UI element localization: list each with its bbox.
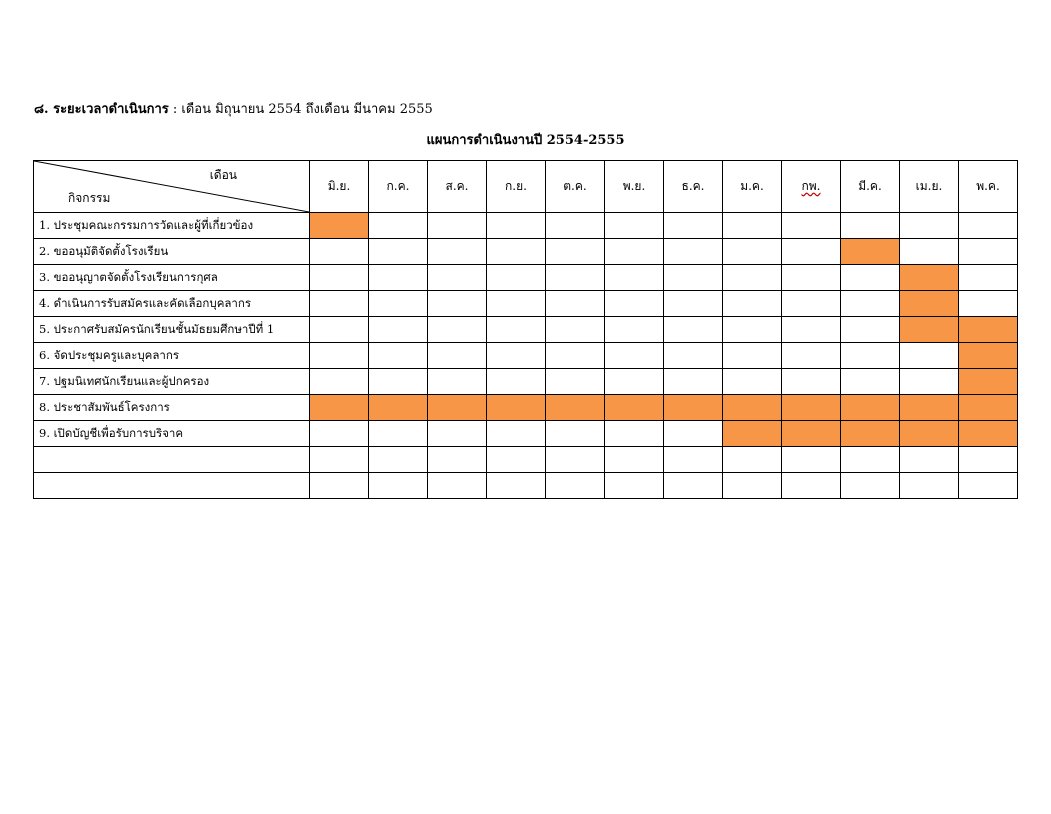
schedule-cell: [723, 473, 782, 499]
activity-label: 7. ปฐมนิเทศนักเรียนและผู้ปกครอง: [34, 369, 310, 395]
schedule-cell: [310, 473, 369, 499]
schedule-cell: [487, 291, 546, 317]
schedule-cell-active: [605, 395, 664, 421]
schedule-cell: [605, 369, 664, 395]
activity-label: 9. เปิดบัญชีเพื่อรับการบริจาค: [34, 421, 310, 447]
schedule-cell-active: [900, 395, 959, 421]
schedule-cell: [959, 239, 1018, 265]
table-row: [34, 317, 1018, 343]
schedule-cell: [546, 447, 605, 473]
month-header-label: มี.ค.: [858, 179, 882, 193]
schedule-cell-active: [782, 395, 841, 421]
schedule-cell: [487, 473, 546, 499]
schedule-cell: [369, 421, 428, 447]
month-header-label: ธ.ค.: [681, 179, 705, 193]
corner-header-cell: [34, 161, 310, 213]
table-row: [34, 213, 1018, 239]
schedule-cell: [841, 343, 900, 369]
schedule-cell: [428, 343, 487, 369]
schedule-cell: [959, 447, 1018, 473]
schedule-cell: [664, 317, 723, 343]
schedule-cell: [546, 317, 605, 343]
schedule-cell: [428, 421, 487, 447]
schedule-cell: [782, 317, 841, 343]
month-header-label: ก.ย.: [505, 179, 527, 193]
schedule-cell: [959, 265, 1018, 291]
month-header-cell: [782, 161, 841, 213]
month-header-cell: [723, 161, 782, 213]
schedule-cell-active: [900, 265, 959, 291]
schedule-cell: [782, 265, 841, 291]
plan-title: แผนการดำเนินงานปี 2554-2555: [426, 133, 625, 148]
schedule-cell: [723, 213, 782, 239]
schedule-cell: [428, 473, 487, 499]
schedule-cell: [723, 239, 782, 265]
schedule-cell: [310, 343, 369, 369]
month-header-cell: [664, 161, 723, 213]
schedule-cell: [605, 265, 664, 291]
schedule-cell: [664, 473, 723, 499]
month-header-cell: [310, 161, 369, 213]
schedule-cell: [782, 213, 841, 239]
schedule-cell-active: [782, 421, 841, 447]
schedule-cell: [782, 473, 841, 499]
schedule-cell: [369, 317, 428, 343]
schedule-cell: [841, 317, 900, 343]
schedule-cell: [487, 265, 546, 291]
schedule-cell: [487, 239, 546, 265]
month-header-label: เม.ย.: [915, 179, 943, 193]
schedule-cell: [428, 265, 487, 291]
activity-label: 6. จัดประชุมครูและบุคลากร: [34, 343, 310, 369]
schedule-cell: [369, 343, 428, 369]
schedule-cell: [546, 369, 605, 395]
schedule-table: [33, 160, 1018, 499]
schedule-cell: [369, 369, 428, 395]
activity-label: [34, 473, 310, 499]
schedule-cell: [487, 213, 546, 239]
schedule-cell: [428, 239, 487, 265]
schedule-cell: [605, 317, 664, 343]
schedule-table-body: [34, 213, 1018, 499]
schedule-cell: [487, 447, 546, 473]
month-header-label: กพ.: [801, 179, 821, 193]
schedule-cell: [546, 213, 605, 239]
schedule-cell-active: [959, 369, 1018, 395]
schedule-cell: [605, 239, 664, 265]
schedule-cell: [605, 291, 664, 317]
schedule-cell: [310, 369, 369, 395]
schedule-cell: [664, 213, 723, 239]
table-row: [34, 421, 1018, 447]
schedule-cell: [487, 421, 546, 447]
schedule-cell-active: [900, 317, 959, 343]
schedule-cell: [428, 213, 487, 239]
schedule-cell-active: [841, 239, 900, 265]
schedule-cell-active: [841, 421, 900, 447]
schedule-cell: [959, 291, 1018, 317]
schedule-cell: [664, 447, 723, 473]
schedule-cell: [428, 369, 487, 395]
schedule-cell: [310, 317, 369, 343]
schedule-cell-active: [310, 213, 369, 239]
schedule-cell: [900, 473, 959, 499]
activity-label: 1. ประชุมคณะกรรมการวัดและผู้ที่เกี่ยวข้อง: [34, 213, 310, 239]
schedule-cell: [782, 239, 841, 265]
schedule-cell: [664, 343, 723, 369]
schedule-cell: [310, 447, 369, 473]
schedule-cell: [546, 265, 605, 291]
schedule-cell: [841, 447, 900, 473]
month-header-cell: [428, 161, 487, 213]
schedule-cell-active: [664, 395, 723, 421]
schedule-cell: [959, 473, 1018, 499]
schedule-cell: [841, 265, 900, 291]
activity-axis-label: กิจกรรม: [68, 191, 111, 205]
activity-label: 3. ขออนุญาตจัดตั้งโรงเรียนการกุศล: [34, 265, 310, 291]
schedule-cell: [310, 291, 369, 317]
schedule-cell: [782, 447, 841, 473]
schedule-cell: [546, 291, 605, 317]
table-row: [34, 369, 1018, 395]
schedule-cell: [723, 291, 782, 317]
schedule-cell-active: [723, 421, 782, 447]
table-row: [34, 395, 1018, 421]
schedule-cell: [369, 447, 428, 473]
schedule-cell: [664, 239, 723, 265]
schedule-cell-active: [959, 317, 1018, 343]
schedule-cell: [841, 213, 900, 239]
schedule-cell: [369, 213, 428, 239]
schedule-cell: [959, 213, 1018, 239]
schedule-cell: [723, 317, 782, 343]
schedule-cell-active: [369, 395, 428, 421]
schedule-cell-active: [959, 395, 1018, 421]
schedule-cell-active: [546, 395, 605, 421]
month-header-label: ต.ค.: [563, 179, 587, 193]
schedule-cell: [487, 317, 546, 343]
month-header-cell: [487, 161, 546, 213]
table-row: [34, 265, 1018, 291]
month-header-label: พ.ค.: [976, 179, 1000, 193]
schedule-cell: [310, 239, 369, 265]
schedule-cell-active: [428, 395, 487, 421]
month-header-cell: [900, 161, 959, 213]
schedule-cell: [487, 369, 546, 395]
schedule-cell: [900, 343, 959, 369]
schedule-cell: [900, 213, 959, 239]
schedule-cell: [605, 447, 664, 473]
schedule-cell-active: [900, 291, 959, 317]
schedule-cell: [723, 265, 782, 291]
table-row: [34, 473, 1018, 499]
month-header-label: ม.ค.: [740, 179, 764, 193]
schedule-cell: [546, 239, 605, 265]
table-row: [34, 239, 1018, 265]
month-header-cell: [369, 161, 428, 213]
schedule-cell-active: [959, 343, 1018, 369]
schedule-cell: [605, 421, 664, 447]
schedule-cell-active: [959, 421, 1018, 447]
month-header-cell: [841, 161, 900, 213]
schedule-cell: [369, 239, 428, 265]
schedule-cell: [487, 343, 546, 369]
schedule-cell: [369, 291, 428, 317]
activity-label: 8. ประชาสัมพันธ์โครงการ: [34, 395, 310, 421]
schedule-cell: [900, 447, 959, 473]
schedule-cell: [900, 239, 959, 265]
table-row: [34, 291, 1018, 317]
schedule-cell: [723, 343, 782, 369]
section-heading-label: ๘. ระยะเวลาดำเนินการ: [34, 102, 169, 117]
schedule-cell: [664, 265, 723, 291]
month-header-label: ก.ค.: [386, 179, 410, 193]
schedule-cell: [605, 213, 664, 239]
month-header-label: พ.ย.: [622, 179, 646, 193]
schedule-cell: [900, 369, 959, 395]
header-row: [34, 161, 1018, 213]
month-header-cell: [546, 161, 605, 213]
schedule-cell-active: [487, 395, 546, 421]
month-header-cell: [605, 161, 664, 213]
schedule-cell: [369, 265, 428, 291]
schedule-cell-active: [723, 395, 782, 421]
schedule-cell: [428, 317, 487, 343]
activity-label: [34, 447, 310, 473]
schedule-cell: [428, 291, 487, 317]
schedule-cell: [310, 265, 369, 291]
schedule-cell: [782, 291, 841, 317]
section-heading-text: : เดือน มิถุนายน 2554 ถึงเดือน มีนาคม 2555: [168, 102, 433, 117]
activity-label: 2. ขออนุมัติจัดตั้งโรงเรียน: [34, 239, 310, 265]
schedule-cell: [723, 447, 782, 473]
schedule-cell-active: [841, 395, 900, 421]
month-header-cell: [959, 161, 1018, 213]
schedule-cell: [664, 421, 723, 447]
schedule-cell: [782, 369, 841, 395]
schedule-cell: [310, 421, 369, 447]
schedule-cell: [546, 343, 605, 369]
schedule-cell: [782, 343, 841, 369]
schedule-cell: [841, 291, 900, 317]
month-header-label: ส.ค.: [445, 179, 469, 193]
schedule-cell: [723, 369, 782, 395]
table-row: [34, 343, 1018, 369]
schedule-cell: [841, 369, 900, 395]
activity-label: 5. ประกาศรับสมัครนักเรียนชั้นมัธยมศึกษาปีที่ 1: [34, 317, 310, 343]
schedule-cell: [546, 421, 605, 447]
schedule-cell-active: [310, 395, 369, 421]
schedule-cell: [605, 343, 664, 369]
schedule-cell: [841, 473, 900, 499]
month-header-label: มิ.ย.: [327, 179, 351, 193]
activity-label: 4. ดำเนินการรับสมัครและคัดเลือกบุคลากร: [34, 291, 310, 317]
schedule-cell: [664, 291, 723, 317]
schedule-cell: [605, 473, 664, 499]
month-axis-label: เดือน: [209, 168, 237, 182]
section-heading: [34, 101, 433, 119]
schedule-cell-active: [900, 421, 959, 447]
schedule-cell: [428, 447, 487, 473]
schedule-cell: [664, 369, 723, 395]
table-row: [34, 447, 1018, 473]
schedule-cell: [369, 473, 428, 499]
schedule-cell: [546, 473, 605, 499]
